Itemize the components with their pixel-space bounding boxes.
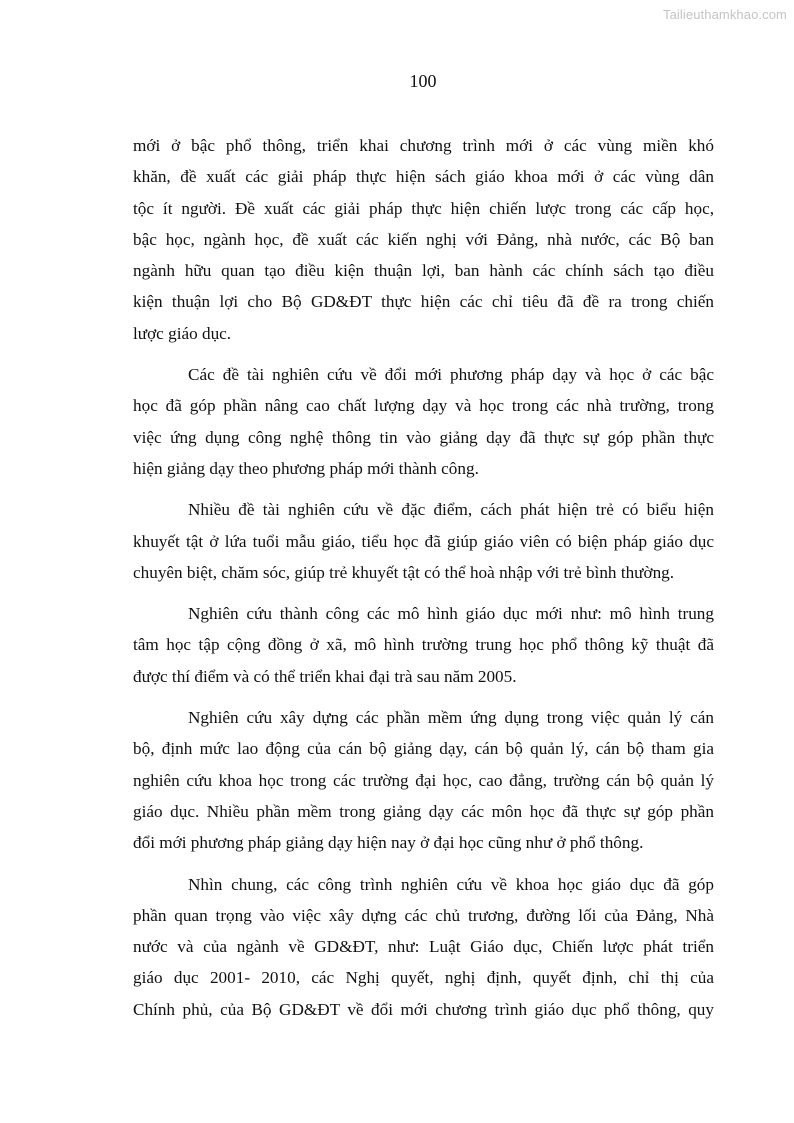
paragraph	[133, 598, 714, 692]
text-line: tâm học tập cộng đồng ở xã, mô hình trường trung học phổ thông kỹ thuật đã	[133, 635, 714, 655]
text-line: khăn, đề xuất các giải pháp thực hiện sách giáo khoa mới ở các vùng dân	[133, 167, 714, 187]
text-line: được thí điểm và có thể triển khai đại trà sau năm 2005.	[133, 666, 517, 686]
text-line: khuyết tật ở lứa tuổi mẫu giáo, tiểu học đã giúp giáo viên có biện pháp giáo dục	[133, 531, 714, 551]
text-line: Nhìn chung, các công trình nghiên cứu về khoa học giáo dục đã góp	[188, 874, 714, 894]
text-line: chuyên biệt, chăm sóc, giúp trẻ khuyết tật có thể hoà nhập với trẻ bình thường.	[133, 562, 675, 582]
text-line: học đã góp phần nâng cao chất lượng dạy và học trong các nhà trường, trong	[133, 396, 714, 416]
text-line: giáo dục. Nhiều phần mềm trong giảng dạy các môn học đã thực sự góp phần	[133, 801, 714, 821]
text-line: ngành hữu quan tạo điều kiện thuận lợi, ban hành các chính sách tạo điều	[133, 261, 714, 281]
text-line: nghiên cứu khoa học trong các trường đại học, cao đẳng, trường cán bộ quản lý	[133, 770, 714, 790]
paragraph	[133, 359, 714, 484]
text-line: bộ, định mức lao động của cán bộ giảng dạy, cán bộ quản lý, cán bộ tham gia	[133, 739, 714, 759]
text-line: Chính phủ, của Bộ GD&ĐT về đổi mới chương trình giáo dục phổ thông, quy	[133, 999, 714, 1019]
text-line: Nghiên cứu thành công các mô hình giáo dục mới như: mô hình trung	[188, 604, 714, 624]
text-line: mới ở bậc phổ thông, triển khai chương trình mới ở các vùng miền khó	[133, 136, 714, 155]
text-line: lược giáo dục.	[133, 323, 232, 343]
text-line: tộc ít người. Đề xuất các giải pháp thực hiện chiến lược trong các cấp học,	[133, 198, 714, 218]
text-line: nước và của ngành về GD&ĐT, như: Luật Giáo dục, Chiến lược phát triển	[133, 937, 714, 957]
text-line: giáo dục 2001- 2010, các Nghị quyết, nghị định, quyết định, chỉ thị của	[133, 968, 714, 988]
text-line: hiện giảng dạy theo phương pháp mới thành công.	[133, 458, 479, 478]
text-line: Nhiều đề tài nghiên cứu về đặc điểm, cách phát hiện trẻ có biểu hiện	[188, 500, 714, 520]
text-line: bậc học, ngành học, đề xuất các kiến nghị với Đảng, nhà nước, các Bộ ban	[133, 229, 714, 249]
text-line: đổi mới phương pháp giảng dạy hiện nay ở đại học cũng như ở phổ thông.	[133, 833, 644, 853]
paragraph	[133, 494, 714, 588]
text-line: Nghiên cứu xây dựng các phần mềm ứng dụng trong việc quản lý cán	[188, 708, 714, 728]
text-line: Các đề tài nghiên cứu về đổi mới phương pháp dạy và học ở các bậc	[188, 365, 714, 385]
paragraph	[133, 702, 714, 858]
body-text	[133, 130, 714, 1035]
paragraph	[133, 869, 714, 1025]
text-line: kiện thuận lợi cho Bộ GD&ĐT thực hiện các chỉ tiêu đã đề ra trong chiến	[133, 292, 714, 312]
page-number: 100	[409, 71, 437, 91]
watermark: Tailieuthamkhao.com	[662, 7, 787, 22]
text-line: việc ứng dụng công nghệ thông tin vào giảng dạy đã thực sự góp phần thực	[133, 427, 714, 447]
text-line: phần quan trọng vào việc xây dựng các chủ trương, đường lối của Đảng, Nhà	[133, 905, 714, 925]
paragraph	[133, 130, 714, 349]
